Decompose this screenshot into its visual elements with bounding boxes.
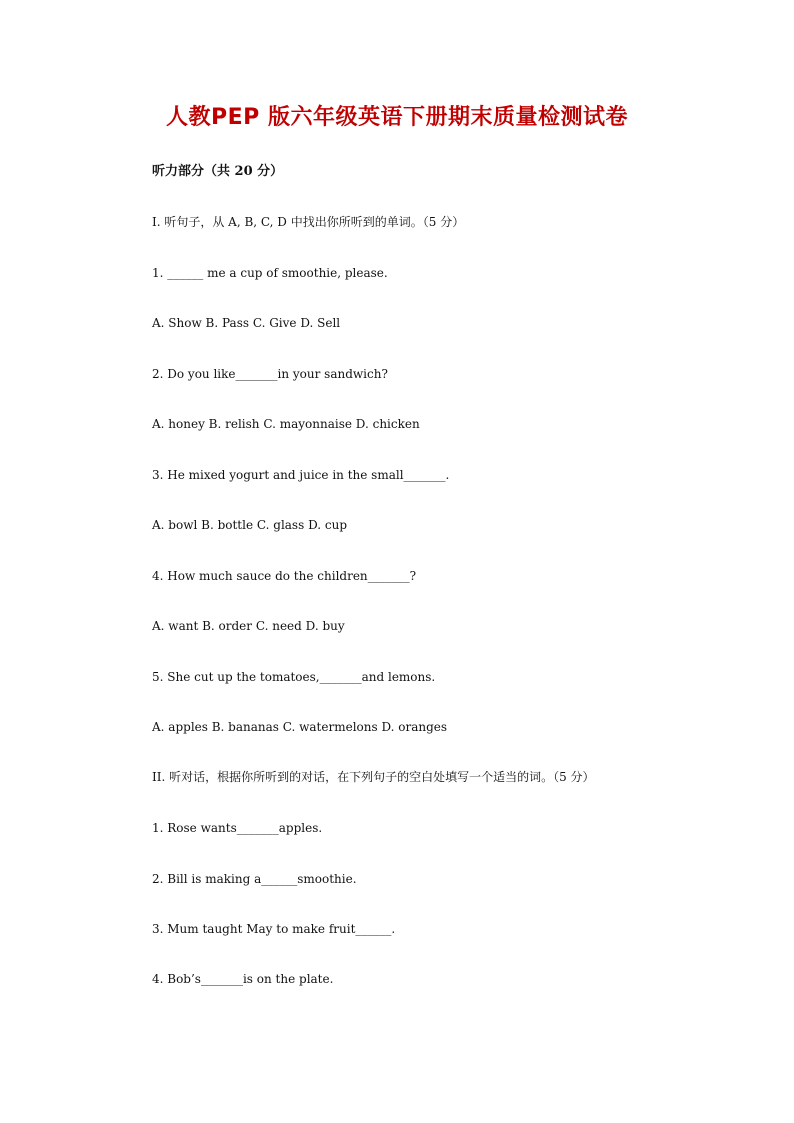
part2-item-2: 2. Bill is making a______smoothie. xyxy=(152,872,357,886)
part1-question-1: 1. ______ me a cup of smoothie, please. xyxy=(152,266,388,280)
listening-section-header: 听力部分（共 20 分） xyxy=(152,164,284,179)
part1-options-3: A. bowl B. bottle C. glass D. cup xyxy=(152,518,348,532)
part1-options-4: A. want B. order C. need D. buy xyxy=(152,619,345,633)
part1-options-5: A. apples B. bananas C. watermelons D. oranges xyxy=(152,720,448,734)
part1-question-5: 5. She cut up the tomatoes,_______and lemons. xyxy=(152,670,436,684)
part1-question-4: 4. How much sauce do the children_______? xyxy=(152,569,417,583)
part1-question-2: 2. Do you like_______in your sandwich? xyxy=(152,367,388,381)
part2-heading: II. 听对话，根据你所听到的对话，在下列句子的空白处填写一个适当的词。（5 分） xyxy=(152,770,595,784)
document-title: 人教PEP 版六年级英语下册期末质量检测试卷 xyxy=(166,105,628,130)
part1-question-3: 3. He mixed yogurt and juice in the small_______. xyxy=(152,468,450,482)
part1-options-2: A. honey B. relish C. mayonnaise D. chicken xyxy=(152,417,420,431)
part2-item-1: 1. Rose wants_______apples. xyxy=(152,821,323,835)
part2-item-4: 4. Bob’s_______is on the plate. xyxy=(152,972,334,986)
part2-item-3: 3. Mum taught May to make fruit______. xyxy=(152,922,396,936)
part1-heading: I. 听句子，从 A, B, C, D 中找出你所听到的单词。（5 分） xyxy=(152,215,465,229)
part1-options-1: A. Show B. Pass C. Give D. Sell xyxy=(152,316,341,330)
